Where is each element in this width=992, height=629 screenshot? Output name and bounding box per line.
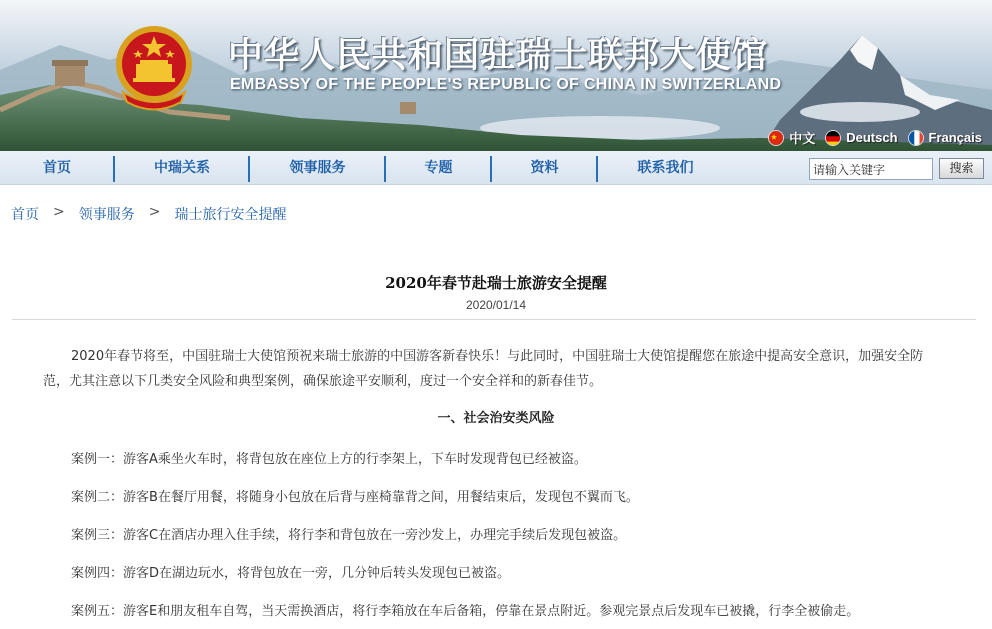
lang-french-link[interactable] xyxy=(908,130,982,146)
search-input[interactable] xyxy=(809,158,933,180)
case-item: 案例一：游客A乘坐火车时，将背包放在座位上方的行李架上，下车时发现背包已经被盗。 xyxy=(71,452,587,467)
article-intro: 2020年春节将至，中国驻瑞士大使馆预祝来瑞士旅游的中国游客新春快乐！与此同时，中国驻瑞士大使馆提醒您在旅途中提高安全意识，加强安全防范，尤其注意以下几类安全风险和典型案例，确保旅途平安顺利，度过一个安全祥和的新春佳节。 xyxy=(43,349,924,389)
national-emblem-icon xyxy=(113,22,195,114)
embassy-title-en: EMBASSY OF THE PEOPLE'S REPUBLIC OF CHINA IN SWITZERLAND xyxy=(230,76,782,93)
case-item: 案例四：游客D在湖边玩水，将背包放在一旁，几分钟后转头发现包已被盗。 xyxy=(71,566,511,581)
case-item: 案例五：游客E和朋友租车自驾，当天需换酒店，将行李箱放在车后备箱，停靠在景点附近。参观完景点后发现车已被撬，行李全被偷走。 xyxy=(71,604,860,619)
search-button[interactable]: 搜索 xyxy=(939,158,984,179)
france-flag-icon xyxy=(908,130,924,146)
nav-item-consular[interactable]: 领事服务 xyxy=(289,160,346,176)
case-item: 案例三：游客C在酒店办理入住手续，将行李和背包放在一旁沙发上，办理完手续后发现包被盗。 xyxy=(71,528,627,543)
case-item: 案例二：游客B在餐厅用餐，将随身小包放在后背与座椅靠背之间，用餐结束后，发现包不翼而飞。 xyxy=(71,490,639,505)
embassy-title-cn: 中华人民共和国驻瑞士联邦大使馆 xyxy=(228,36,769,76)
nav-item-contact[interactable]: 联系我们 xyxy=(637,160,694,176)
breadcrumb-chevron-icon: > xyxy=(148,204,161,220)
breadcrumb-travel-safety[interactable]: 瑞士旅行安全提醒 xyxy=(174,207,287,223)
breadcrumb-home[interactable]: 首页 xyxy=(11,207,39,223)
germany-flag-icon xyxy=(825,130,841,146)
nav-item-topics[interactable]: 专题 xyxy=(424,160,453,176)
nav-item-relations[interactable]: 中瑞关系 xyxy=(154,160,210,176)
article-date: 2020/01/14 xyxy=(465,298,527,312)
section-heading: 一、社会治安类风险 xyxy=(437,411,555,426)
nav-item-resources[interactable]: 资料 xyxy=(530,160,559,176)
breadcrumb-chevron-icon: > xyxy=(53,204,65,220)
article-title: 2020年春节赴瑞士旅游安全提醒 xyxy=(385,274,607,292)
lang-chinese-label: 中文 xyxy=(789,131,816,146)
breadcrumb-consular[interactable]: 领事服务 xyxy=(78,207,135,223)
header-banner xyxy=(0,0,992,151)
language-switcher xyxy=(768,128,982,147)
lang-french-label: Français xyxy=(928,130,982,145)
lang-german-link[interactable] xyxy=(825,130,897,146)
title-divider xyxy=(12,319,976,320)
breadcrumb xyxy=(11,204,286,224)
lang-chinese-link[interactable] xyxy=(768,128,815,147)
lang-german-label: Deutsch xyxy=(846,130,898,145)
china-flag-icon xyxy=(768,130,784,146)
nav-item-home[interactable]: 首页 xyxy=(43,160,71,176)
